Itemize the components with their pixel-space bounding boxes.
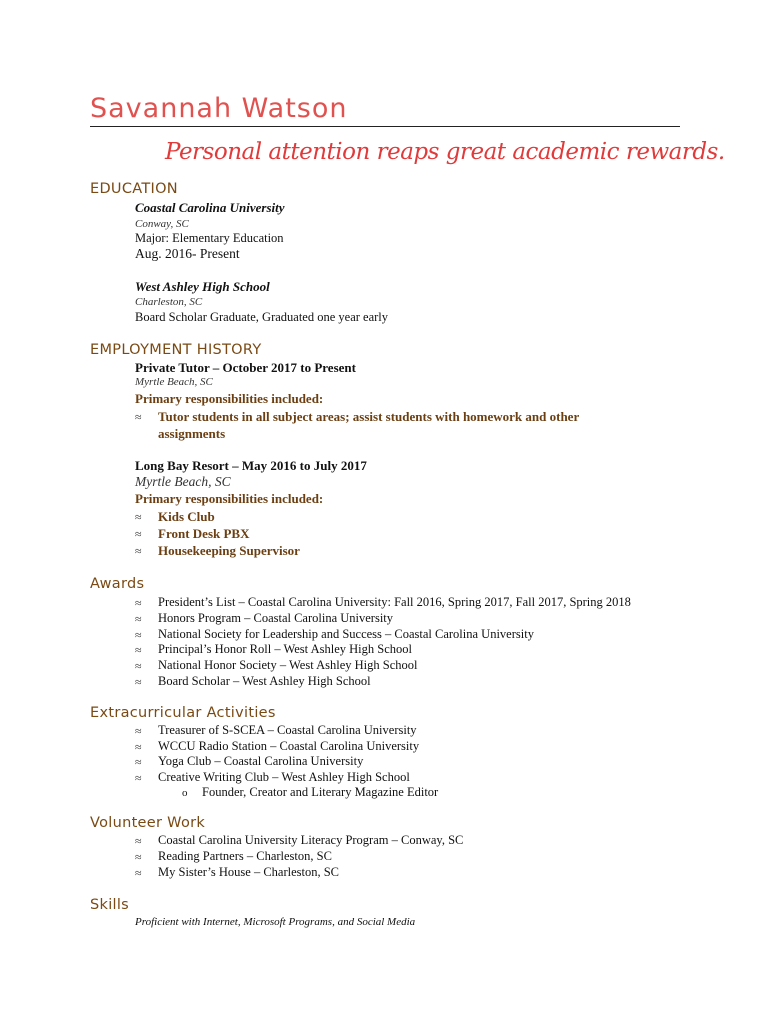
- section-heading-extracurricular: Extracurricular Activities: [90, 705, 276, 721]
- activity-item: Yoga Club – Coastal Carolina University: [158, 754, 364, 768]
- school-name: Coastal Carolina University: [135, 200, 285, 215]
- bullet-icon: ≈: [135, 740, 142, 754]
- skills-text: Proficient with Internet, Microsoft Programs, and Social Media: [135, 916, 416, 928]
- bullet-icon: ≈: [135, 544, 142, 558]
- bullet-icon: ≈: [135, 628, 142, 642]
- activity-item: Treasurer of S-SCEA – Coastal Carolina University: [158, 723, 417, 737]
- job-title: Long Bay Resort – May 2016 to July 2017: [135, 458, 367, 473]
- duty-item: assignments: [158, 426, 226, 441]
- school-note: Board Scholar Graduate, Graduated one year early: [135, 310, 389, 324]
- resume-name: Savannah Watson: [90, 93, 348, 124]
- bullet-icon: ≈: [135, 771, 142, 785]
- bullet-icon: ≈: [135, 510, 142, 524]
- award-item: National Honor Society – West Ashley High School: [158, 658, 418, 672]
- award-item: President’s List – Coastal Carolina University: Fall 2016, Spring 2017, Fall 2017, Spring 2018: [158, 595, 631, 609]
- school-major: Major: Elementary Education: [135, 231, 284, 245]
- bullet-icon: ≈: [135, 643, 142, 657]
- volunteer-item: Coastal Carolina University Literacy Program – Conway, SC: [158, 833, 464, 847]
- bullet-icon: ≈: [135, 755, 142, 769]
- job-title: Private Tutor – October 2017 to Present: [135, 360, 356, 375]
- award-item: Principal’s Honor Roll – West Ashley High School: [158, 642, 412, 656]
- section-heading-education: EDUCATION: [90, 181, 178, 197]
- duty-item: Housekeeping Supervisor: [158, 543, 300, 558]
- header-divider: [90, 126, 680, 127]
- duty-item: Kids Club: [158, 509, 215, 524]
- activity-sub-item: Founder, Creator and Literary Magazine Editor: [202, 785, 439, 799]
- duty-item: Front Desk PBX: [158, 526, 250, 541]
- award-item: Board Scholar – West Ashley High School: [158, 674, 371, 688]
- award-item: National Society for Leadership and Success – Coastal Carolina University: [158, 627, 534, 641]
- volunteer-item: My Sister’s House – Charleston, SC: [158, 865, 340, 879]
- bullet-icon: ≈: [135, 866, 142, 880]
- bullet-icon: ≈: [135, 675, 142, 689]
- job-location: Myrtle Beach, SC: [135, 376, 213, 388]
- award-item: Honors Program – Coastal Carolina University: [158, 611, 394, 625]
- bullet-icon: ≈: [135, 596, 142, 610]
- bullet-icon: ≈: [135, 850, 142, 864]
- bullet-icon: ≈: [135, 724, 142, 738]
- school-location: Conway, SC: [135, 218, 189, 230]
- school-name: West Ashley High School: [135, 279, 270, 294]
- school-dates: Aug. 2016- Present: [135, 246, 240, 261]
- section-heading-volunteer: Volunteer Work: [90, 815, 206, 831]
- section-heading-skills: Skills: [90, 897, 130, 913]
- tagline: Personal attention reaps great academic rewards.: [165, 139, 725, 165]
- volunteer-item: Reading Partners – Charleston, SC: [158, 849, 332, 863]
- activity-item: Creative Writing Club – West Ashley High School: [158, 770, 410, 784]
- responsibilities-label: Primary responsibilities included:: [135, 491, 324, 506]
- duty-item: Tutor students in all subject areas; assist students with homework and other: [158, 409, 580, 424]
- school-location: Charleston, SC: [135, 296, 203, 308]
- bullet-icon: ≈: [135, 659, 142, 673]
- activity-item: WCCU Radio Station – Coastal Carolina University: [158, 739, 420, 753]
- section-heading-employment: EMPLOYMENT HISTORY: [90, 342, 262, 358]
- responsibilities-label: Primary responsibilities included:: [135, 391, 324, 406]
- bullet-icon: ≈: [135, 410, 142, 424]
- bullet-icon: ≈: [135, 527, 142, 541]
- section-heading-awards: Awards: [90, 576, 145, 592]
- bullet-icon: ≈: [135, 612, 142, 626]
- sub-bullet-icon: o: [182, 787, 188, 799]
- bullet-icon: ≈: [135, 834, 142, 848]
- job-location: Myrtle Beach, SC: [135, 474, 231, 489]
